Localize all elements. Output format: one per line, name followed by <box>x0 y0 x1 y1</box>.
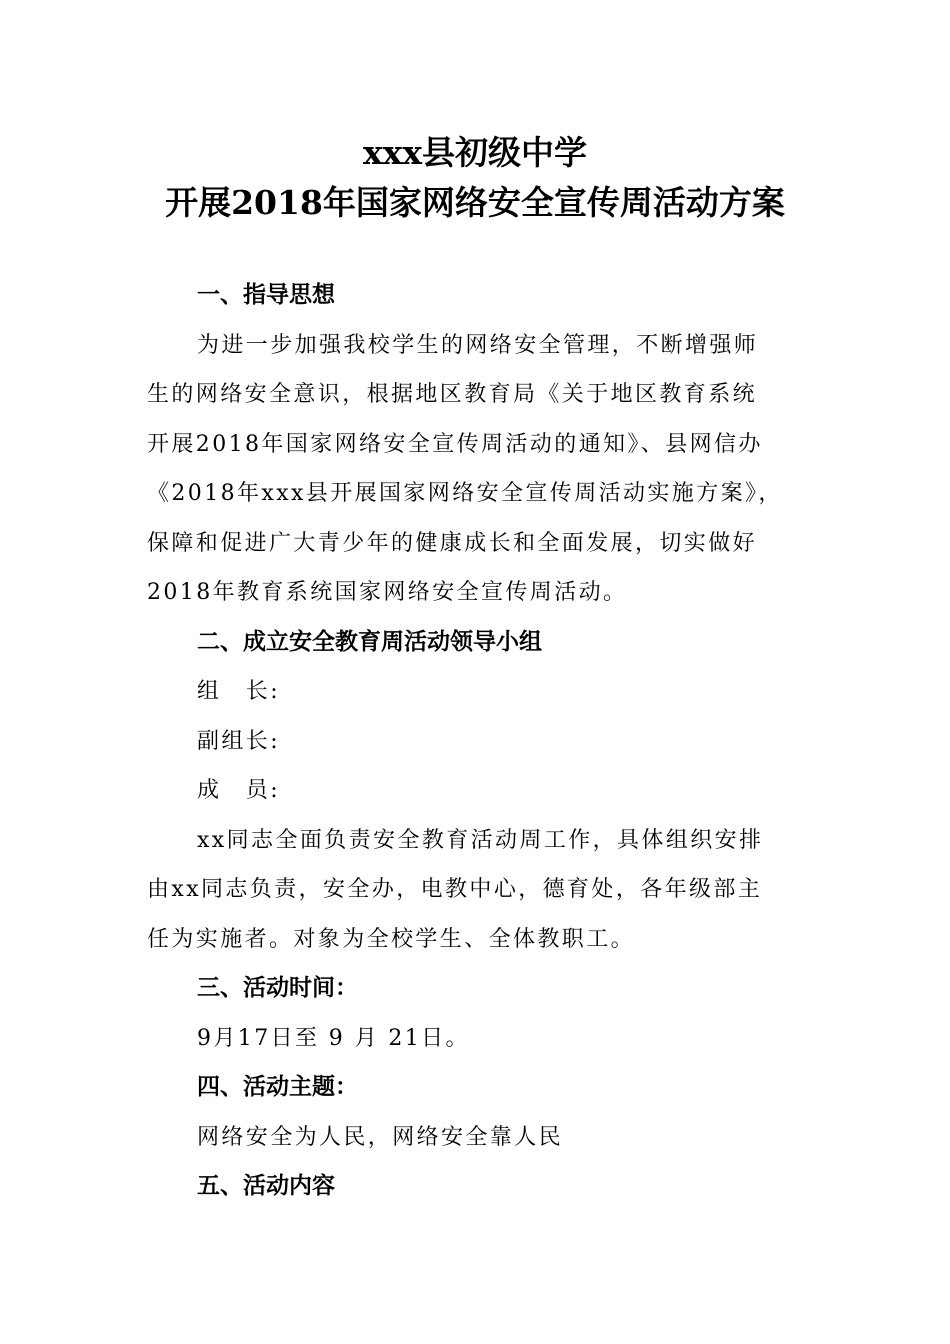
activity-time-text: 9月17日至 9 月 21日。 <box>197 1025 470 1051</box>
section-heading-leadership-group: 二、成立安全教育周活动领导小组 <box>197 628 542 655</box>
section-heading-activity-content: 五、活动内容 <box>197 1173 335 1199</box>
document-body <box>147 271 807 1212</box>
title-line-plan: 开展2018年国家网络安全宣传周活动方案 <box>165 183 785 222</box>
paragraph-line: 《2018年xxx县开展国家网络安全宣传周活动实施方案》， <box>147 481 783 506</box>
paragraph-line: 由xx同志负责，安全办，电教中心，德育处，各年级部主 <box>147 877 763 902</box>
deputy-leader-label: 副组长: <box>197 728 281 754</box>
paragraph-line: 2018年教育系统国家网络安全宣传周活动。 <box>147 580 628 605</box>
member-label: 成 员: <box>197 778 281 803</box>
paragraph-line: 开展2018年国家网络安全宣传周活动的通知》、县网信办 <box>147 431 763 457</box>
section-heading-activity-time: 三、活动时间： <box>197 975 358 1001</box>
section-heading-activity-theme: 四、活动主题： <box>197 1074 358 1100</box>
paragraph-line: 任为实施者。对象为全校学生、全体教职工。 <box>147 926 636 952</box>
section-heading-guiding-thought: 一、指导思想 <box>197 282 335 308</box>
paragraph-line: 为进一步加强我校学生的网络安全管理，不断增强师 <box>197 332 759 358</box>
activity-theme-text: 网络安全为人民，网络安全靠人民 <box>197 1124 564 1150</box>
paragraph-line: 生的网络安全意识，根据地区教育局《关于地区教育系统 <box>147 382 758 407</box>
paragraph-line: 保障和促进广大青少年的健康成长和全面发展，切实做好 <box>147 530 758 556</box>
document-title <box>0 128 950 228</box>
title-line-school: xxx县初级中学 <box>362 133 588 172</box>
leader-label: 组 长: <box>197 679 281 704</box>
paragraph-line: xx同志全面负责安全教育活动周工作，具体组织安排 <box>197 827 764 853</box>
